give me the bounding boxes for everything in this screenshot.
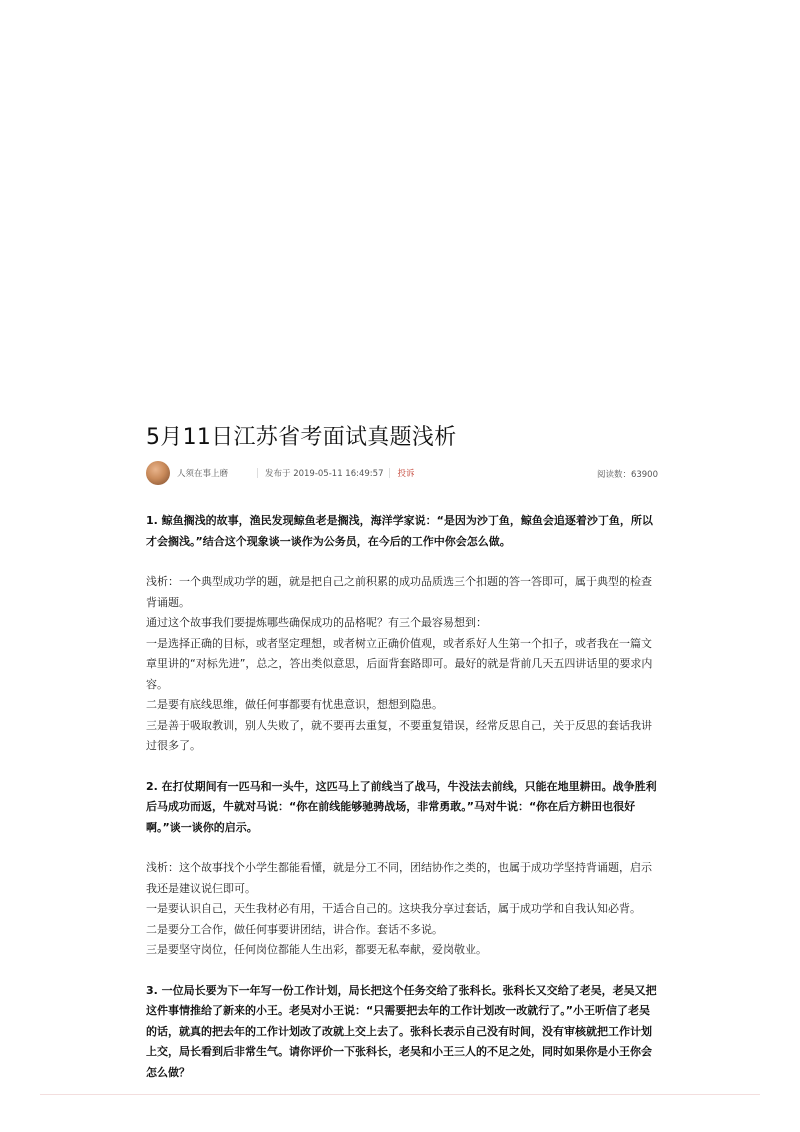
publish-time: 发布于 2019-05-11 16:49:57: [265, 469, 384, 479]
answer-paragraph: 浅析：一个典型成功学的题，就是把自己之前积累的成功品质选三个扣题的答一答即可，属于典型的检查背诵题。: [146, 575, 652, 609]
bottom-divider: [40, 1094, 760, 1095]
article-meta: [146, 460, 658, 486]
article: [146, 424, 658, 1083]
paragraph-gap: [146, 552, 658, 572]
author-name[interactable]: 人须在事上磨: [177, 469, 229, 479]
paragraph-gap: [146, 961, 658, 981]
meta-divider: [389, 468, 390, 478]
article-body: [146, 511, 658, 1083]
meta-divider: [257, 468, 258, 478]
answer-paragraph: 二是要有底线思维，做任何事都要有忧患意识，想想到隐患。: [146, 698, 443, 711]
answer-paragraph: 一是要认识自己，天生我材必有用，干适合自己的。这块我分享过套话，属于成功学和自我认知必背。: [146, 902, 641, 915]
answer-paragraph: 三是要坚守岗位，任何岗位都能人生出彩，都要无私奉献，爱岗敬业。: [146, 943, 487, 956]
question-2: 2. 在打仗期间有一匹马和一头牛，这匹马上了前线当了战马，牛没法去前线，只能在地里耕田。战争胜利后马成功而返，牛就对马说：“你在前线能够驰骋战场，非常勇敢。”马对牛说：“你在后方耕田也很好啊。”谈一谈你的启示。: [146, 779, 657, 834]
answer-paragraph: 浅析：这个故事找个小学生都能看懂，就是分工不同，团结协作之类的，也属于成功学坚持背诵题，启示我还是建议说仨即可。: [146, 861, 652, 895]
author-avatar[interactable]: [146, 461, 170, 485]
answer-paragraph: 通过这个故事我们要提炼哪些确保成功的品格呢？有三个最容易想到：: [146, 616, 487, 629]
question-3: 3. 一位局长要为下一年写一份工作计划，局长把这个任务交给了张科长。张科长又交给了老吴，老吴又把这件事情推给了新来的小王。老吴对小王说：“只需要把去年的工作计划改一改就行了。”小王听信了老吴的话，就真的把去年的工作计划改了改就上交上去了。张科长表示自己没有时间，没有审核就把工作计划上交，局长看到后非常生气。请你评价一下张科长，老吴和小王三人的不足之处，同时如果你是小王你会怎么做？: [146, 983, 657, 1079]
paragraph-gap: [146, 838, 658, 858]
article-title: 5月11日江苏省考面试真题浅析: [146, 425, 457, 450]
question-1: 1. 鲸鱼搁浅的故事，渔民发现鲸鱼老是搁浅，海洋学家说：“是因为沙丁鱼，鲸鱼会追逐着沙丁鱼，所以才会搁浅。”结合这个现象谈一谈作为公务员，在今后的工作中你会怎么做。: [146, 514, 653, 548]
read-count: 阅读数：63900: [596, 470, 658, 480]
paragraph-gap: [146, 757, 658, 777]
answer-paragraph: 三是善于吸取教训，别人失败了，就不要再去重复，不要重复错误，经常反思自己，关于反思的套话我讲过很多了。: [146, 718, 652, 752]
answer-paragraph: 一是选择正确的目标，或者坚定理想，或者树立正确价值观，或者系好人生第一个扣子，或者我在一篇文章里讲的“对标先进”，总之，答出类似意思，后面背套路即可。最好的就是背前几天五四讲话里的要求内容。: [146, 636, 653, 691]
answer-paragraph: 二是要分工合作，做任何事要讲团结，讲合作。套话不多说。: [146, 922, 443, 936]
report-link[interactable]: 投诉: [397, 469, 415, 479]
